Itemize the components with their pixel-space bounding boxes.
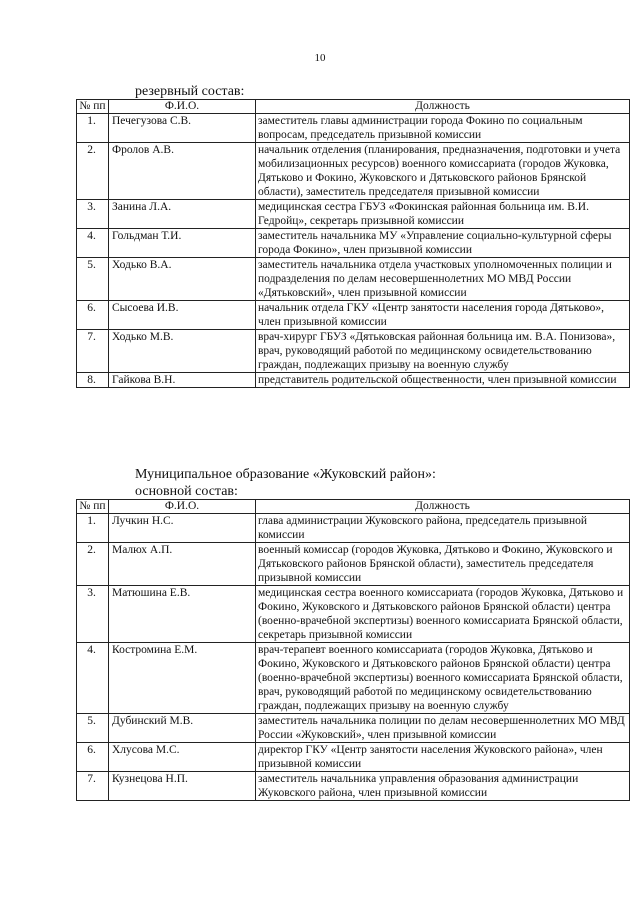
table-row [77, 643, 630, 714]
member-position: директор ГКУ «Центр занятости населения Жуковского района», член призывной комиссии [256, 743, 630, 772]
row-number: 1. [77, 514, 109, 543]
member-position: военный комиссар (городов Жуковка, Дятьково и Фокино, Жуковского и Дятьковского районов Брянской области), заместитель председателя призывной комиссии [256, 543, 630, 586]
member-name: Фролов А.В. [109, 143, 256, 200]
member-name: Хлусова М.С. [109, 743, 256, 772]
member-position: начальник отделения (планирования, предназначения, подготовки и учета мобилизационных ресурсов) военного комиссариата (городов Жуковка, Дятьково и Фокино, Жуковского и Дятьковского районов Брянской области), заместитель председателя призывной комиссии [256, 143, 630, 200]
row-number: 6. [77, 301, 109, 330]
member-position: заместитель начальника полиции по делам несовершеннолетних МО МВД России «Жуковский», член призывной комиссии [256, 714, 630, 743]
table-header-row [77, 500, 630, 514]
member-name: Сысоева И.В. [109, 301, 256, 330]
header-number: № пп [77, 500, 109, 514]
table-row [77, 772, 630, 801]
row-number: 2. [77, 543, 109, 586]
row-number: 3. [77, 200, 109, 229]
table-row [77, 586, 630, 643]
section1-subtitle: резервный состав: [135, 84, 245, 99]
row-number: 5. [77, 258, 109, 301]
member-name: Малюх А.П. [109, 543, 256, 586]
reserve-composition-table [76, 99, 630, 388]
table-row [77, 229, 630, 258]
row-number: 3. [77, 586, 109, 643]
header-number: № пп [77, 100, 109, 114]
member-name: Лучкин Н.С. [109, 514, 256, 543]
main-composition-table [76, 499, 630, 801]
header-fio: Ф.И.О. [109, 500, 256, 514]
member-name: Гольдман Т.И. [109, 229, 256, 258]
row-number: 7. [77, 330, 109, 373]
member-position: глава администрации Жуковского района, председатель призывной комиссии [256, 514, 630, 543]
row-number: 1. [77, 114, 109, 143]
table-row [77, 543, 630, 586]
member-position: врач-хирург ГБУЗ «Дятьковская районная больница им. В.А. Понизова», врач, руководящий работой по медицинскому освидетельствованию граждан, подлежащих призыву на военную службу [256, 330, 630, 373]
header-position: Должность [256, 100, 630, 114]
table-row [77, 200, 630, 229]
row-number: 4. [77, 229, 109, 258]
member-name: Кузнецова Н.П. [109, 772, 256, 801]
member-position: заместитель начальника управления образования администрации Жуковского района, член призывной комиссии [256, 772, 630, 801]
header-fio: Ф.И.О. [109, 100, 256, 114]
member-position: заместитель начальника отдела участковых уполномоченных полиции и подразделения по делам несовершеннолетних МО МВД России «Дятьковский», член призывной комиссии [256, 258, 630, 301]
row-number: 7. [77, 772, 109, 801]
page-number: 10 [314, 52, 326, 64]
table-row [77, 143, 630, 200]
member-name: Ходько М.В. [109, 330, 256, 373]
row-number: 6. [77, 743, 109, 772]
municipality-title: Муниципальное образование «Жуковский район»: [135, 467, 436, 482]
member-name: Дубинский М.В. [109, 714, 256, 743]
member-position: заместитель главы администрации города Фокино по социальным вопросам, председатель призывной комиссии [256, 114, 630, 143]
row-number: 8. [77, 373, 109, 388]
section2-subtitle: основной состав: [135, 484, 238, 499]
header-position: Должность [256, 500, 630, 514]
member-position: начальник отдела ГКУ «Центр занятости населения города Дятьково», член призывной комиссии [256, 301, 630, 330]
member-position: заместитель начальника МУ «Управление социально-культурной сферы города Фокино», член призывной комиссии [256, 229, 630, 258]
table-row [77, 258, 630, 301]
row-number: 4. [77, 643, 109, 714]
table-row [77, 301, 630, 330]
table-row [77, 114, 630, 143]
row-number: 5. [77, 714, 109, 743]
member-position: представитель родительской общественности, член призывной комиссии [256, 373, 630, 388]
row-number: 2. [77, 143, 109, 200]
member-name: Костромина Е.М. [109, 643, 256, 714]
member-name: Гайкова В.Н. [109, 373, 256, 388]
table-row [77, 714, 630, 743]
table-row [77, 743, 630, 772]
table-row [77, 330, 630, 373]
member-name: Матюшина Е.В. [109, 586, 256, 643]
table-header-row [77, 100, 630, 114]
table-row [77, 514, 630, 543]
member-name: Печегузова С.В. [109, 114, 256, 143]
member-position: врач-терапевт военного комиссариата (городов Жуковка, Дятьково и Фокино, Жуковского и Дятьковского районов Брянской области) центра (военно-врачебной экспертизы) военного комиссариата Брянской области, врач, руководящий работой по медицинскому освидетельствованию граждан, подлежащих призыву на военную службу [256, 643, 630, 714]
member-name: Занина Л.А. [109, 200, 256, 229]
table-row [77, 373, 630, 388]
member-position: медицинская сестра ГБУЗ «Фокинская районная больница им. В.И. Гедройц», секретарь призывной комиссии [256, 200, 630, 229]
member-position: медицинская сестра военного комиссариата (городов Жуковка, Дятьково и Фокино, Жуковского и Дятьковского районов Брянской области) центра (военно-врачебной экспертизы) военного комиссариата Брянской области, секретарь призывной комиссии [256, 586, 630, 643]
member-name: Ходько В.А. [109, 258, 256, 301]
